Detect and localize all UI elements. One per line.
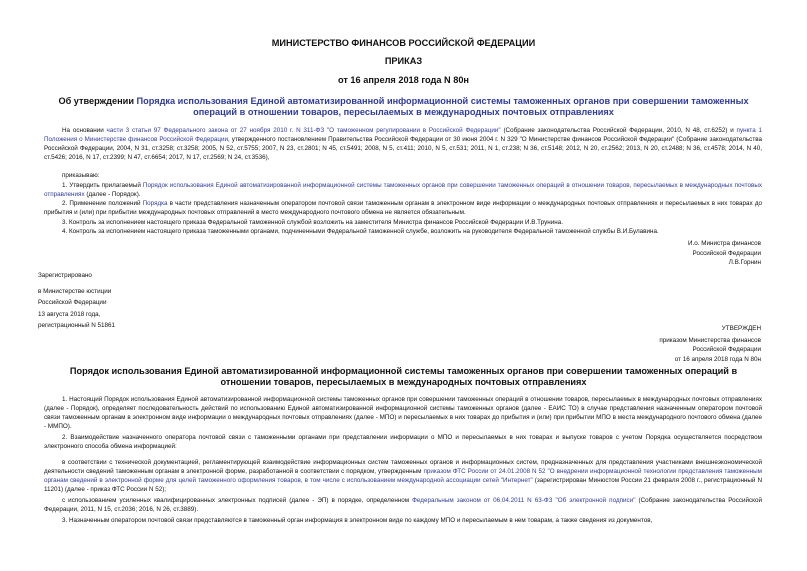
- approved-line: приказом Министерства финансов: [659, 336, 761, 344]
- doc-date-number: от 16 апреля 2018 года N 80н: [338, 75, 469, 85]
- registration-line: регистрационный N 51861: [38, 322, 116, 330]
- order-paragraph-1: 1. Настоящий Порядок использования Единой автоматизированной информационной системы таможенных органов при совершении таможенных операций в отношении товаров, пересылаемых в международных почтовых отправлениях (далее - Порядок), определяет последовательность действий по использованию Единой автоматизированной информационной системы таможенных органов (далее - ЕАИС ТО) в случае представления назначенным оператором почтовой связи таможенным органам в электронном виде информации о международных почтовых отправлениях (далее - МПО) и пересылаемых в них товарах до прибытия и (или) при прибытии МПО в места международного почтового обмена (далее - ММПО).: [44, 396, 762, 430]
- order-short-link[interactable]: Порядка: [142, 200, 168, 207]
- registration-line: Российской Федерации: [38, 299, 107, 307]
- signature-line: Российской Федерации: [692, 249, 761, 257]
- item-1: [44, 182, 762, 200]
- approved-line: от 16 апреля 2018 года N 80н: [674, 355, 761, 363]
- item-2: [44, 200, 762, 218]
- preamble-text: (Собрание законодательства Российской Федерации, 2004, N 31, ст.3258; ст.3258; 2005, N 52, ст.5755; 2007, N 23, ст.2801; N 45, ст.5491; 2008, N 5, ст.411; 2010, N 5, ст.531; 2011, N 1, ст.238; N 36, ст.5148; 2012, N 20, ст.2562; 2013, N 20, ст.2488; N 36, ст.4578; 2014, N 40, ст.5426; 2016, N 17, ст.2399; N 47, ст.6654; 2017, N 17, ст.2569; N 24, ст.3536),: [44, 135, 762, 161]
- item-3: 3. Контроль за исполнением настоящего приказа Федеральной таможенной службой возложить на заместителя Министра финансов Российской Федерации И.В.Трунина.: [62, 219, 563, 226]
- registration-line: в Министерстве юстиции: [38, 287, 112, 295]
- title-order-link[interactable]: Порядка использования Единой автоматизированной информационной системы таможенных органов при совершении таможенных операций в отношении товаров, пересылаемых в международных почтовых отправлениях: [136, 96, 749, 117]
- preamble: [44, 127, 762, 163]
- document-title: [50, 96, 757, 118]
- law-63-link[interactable]: Федеральным законом от 06.04.2011 N 63-ФЗ "Об электронной подписи": [412, 497, 636, 504]
- decree-word: приказываю:: [62, 172, 100, 179]
- signature-block: [541, 239, 761, 268]
- registration-line: 13 августа 2018 года,: [38, 310, 101, 318]
- paragraph-text: (зарегистрирован Минюстом России 21 февраля 2008 г., регистрационный N 11201) (далее - приказ ФТС России N 52);: [44, 476, 762, 493]
- order-paragraph-3: [44, 459, 762, 495]
- preamble-text: (Собрание законодательства Российской Федерации, 2010, N 48, ст.6252) и: [500, 127, 737, 134]
- order-paragraph-4: [44, 497, 762, 515]
- law-311-link[interactable]: части 3 статьи 97 Федерального закона от 27 ноября 2010 г. N 311-ФЗ "О таможенном регулировании в Российской Федерации": [106, 127, 501, 134]
- paragraph-text: (Собрание законодательства Российской Федерации, 2011, N 15, ст.2036; 2016, N 26, ст.3889).: [44, 497, 763, 513]
- item-text: в части представления назначенным оператором почтовой связи таможенным органам в электронном виде информации о международных почтовых отправлениях и пересылаемых в них товарах до прибытия и (или) при прибытии международных почтовых отправлений в место международного почтового обмена не является обязательным.: [44, 200, 762, 216]
- approved-line: Российской Федерации: [692, 346, 761, 353]
- paragraph-text: с использованием усиленных квалифицированных электронных подписей (далее - ЭП) в порядке, определенном: [62, 497, 413, 504]
- preamble-text: На основании: [62, 127, 107, 134]
- signature-line: Л.В.Горнин: [728, 259, 761, 266]
- doc-type: ПРИКАЗ: [384, 56, 423, 66]
- approved-block: [541, 324, 761, 364]
- title-prefix: Об утверждении: [58, 96, 137, 106]
- fts-order-52-link[interactable]: приказом ФТС России от 24.01.2008 N 52 "О внедрении информационной технологии представления таможенным органам сведений в электронной форме для целей таможенного оформления товаров, в том числе с использованием международной ассоциации сетей "Интернет": [44, 467, 762, 484]
- preamble-text: , утвержденного постановлением Правительства Российской Федерации от 30 июня 2004 г. N 329 "О Министерстве финансов Российской Федерации": [228, 135, 675, 143]
- item-4: 4. Контроль за исполнением настоящего приказа таможенными органами, подчиненными Федеральной таможенной службе, возложить на руководителя Федеральной таможенной службы В.И.Булавина.: [62, 228, 659, 235]
- item-text: 2. Применение положений: [62, 200, 143, 207]
- registration-block: [38, 271, 238, 331]
- order-link[interactable]: Порядок использования Единой автоматизированной информационной системы таможенных органов при совершении таможенных операций в отношении товаров, пересылаемых в международных почтовых отправлениях: [44, 182, 762, 198]
- signature-line: И.о. Министра финансов: [687, 240, 761, 247]
- registration-line: Зарегистрировано: [38, 272, 92, 279]
- order-title: Порядок использования Единой автоматизированной информационной системы таможенных органов при совершении таможенных операций в отношении товаров, пересылаемых в международных почтовых отправлениях: [69, 366, 738, 387]
- order-paragraph-5: 3. Назначенным оператором почтовой связи представляются в таможенный орган информация в электронном виде по каждому МПО и пересылаемым в нем товарам, а также сведения из документов,: [62, 517, 653, 524]
- paragraph-text: в соответствии с технической документацией, регламентирующей взаимодействие информационных систем таможенных органов и информационных систем, предназначенных для представления участниками внешнеэкономической деятельности сведений таможенным органам в электронной форме, разработанной в соответствии с порядком, утвержденным: [44, 459, 762, 475]
- approved-line: УТВЕРЖДЕН: [721, 325, 761, 332]
- item-text: 1. Утвердить прилагаемый: [62, 182, 143, 189]
- item-text: (далее - Порядок).: [84, 190, 141, 198]
- ministry-regulation-link[interactable]: пункта 1 Положения о Министерстве финансов Российской Федерации: [44, 127, 762, 143]
- order-paragraph-2: 2. Взаимодействие назначенного оператора почтовой связи с таможенными органами при представлении информации о МПО и пересылаемых в них товарах и выпуске товаров с учетом Порядка осуществляется посредством электронного способа обмена информацией:: [44, 434, 762, 450]
- ministry-header: МИНИСТЕРСТВО ФИНАНСОВ РОССИЙСКОЙ ФЕДЕРАЦИИ: [271, 38, 536, 48]
